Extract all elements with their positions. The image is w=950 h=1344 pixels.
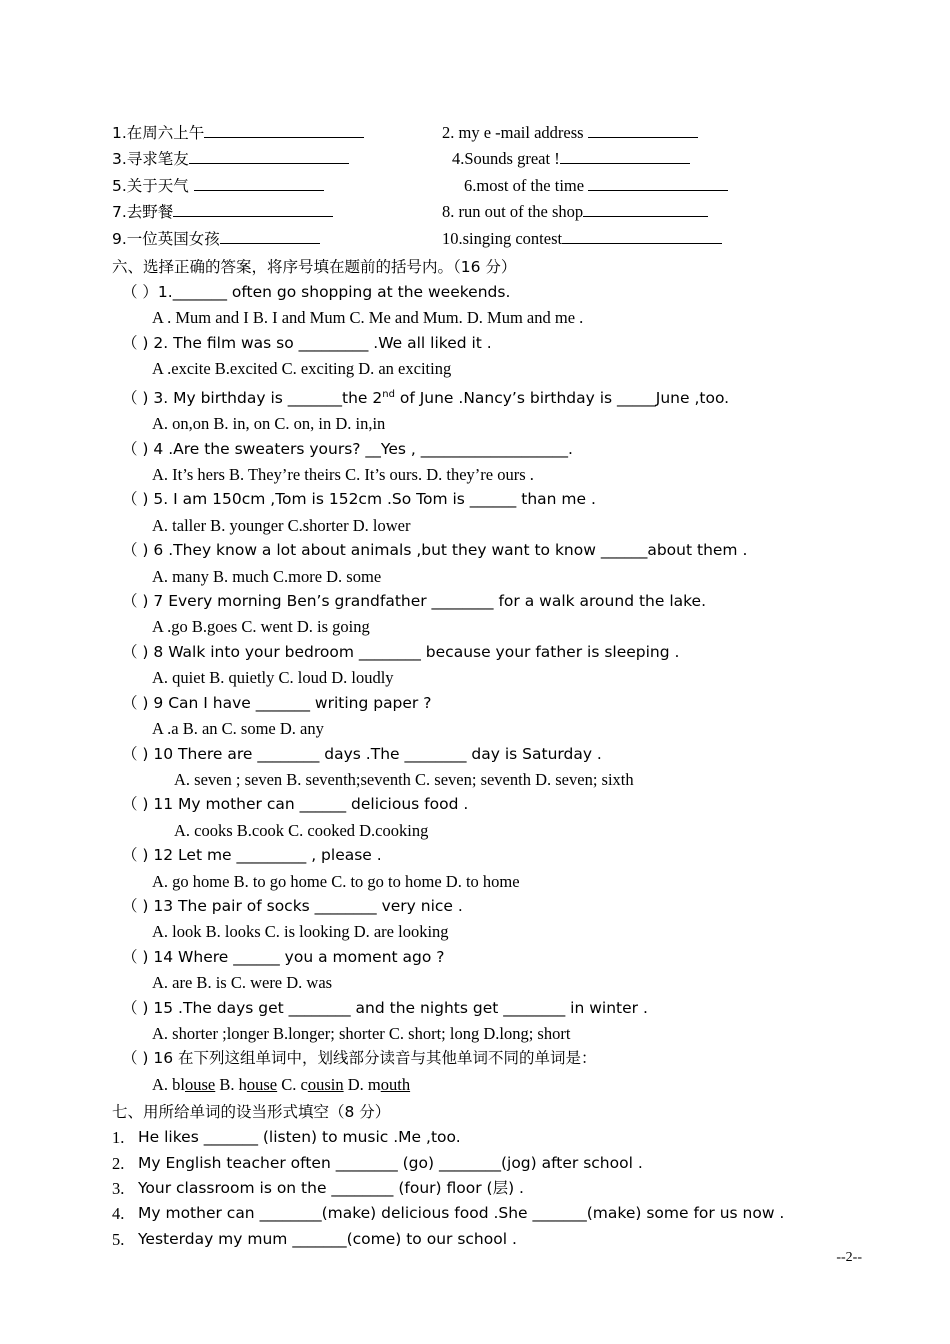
item-text[interactable]: Yesterday my mum _______(come) to our school . xyxy=(138,1229,517,1248)
answer-blank[interactable] xyxy=(194,190,324,191)
question-options[interactable]: A. quiet B. quietly C. loud D. loudly xyxy=(152,668,394,688)
item-number: 1. xyxy=(112,1128,125,1148)
list-item xyxy=(112,1227,872,1252)
translation-row xyxy=(112,226,872,252)
list-item xyxy=(112,1176,872,1201)
item-text[interactable]: My mother can ________(make) delicious food .She _______(make) some for us now . xyxy=(138,1204,785,1223)
item-number: 5. xyxy=(112,1229,125,1249)
section-seven-heading: 七、用所给单词的设当形式填空（8 分） xyxy=(112,1103,391,1122)
question-stem: （ ) 11 My mother can ______ delicious food . xyxy=(122,795,469,814)
answer-blank[interactable] xyxy=(588,137,698,138)
translation-item-right xyxy=(442,146,872,172)
translation-item-right xyxy=(442,226,872,252)
question-options[interactable]: A. It’s hers B. They’re theirs C. It’s ours. D. they’re ours . xyxy=(152,465,534,485)
translation-item-left xyxy=(112,199,442,225)
underlined-letters: ousin xyxy=(307,1074,344,1094)
ordinal-suffix: nd xyxy=(382,388,395,400)
list-item xyxy=(112,1125,872,1150)
translation-item-left xyxy=(112,120,442,146)
section-six-heading: 六、选择正确的答案，将序号填在题前的括号内。（16 分） xyxy=(112,258,517,277)
answer-blank[interactable] xyxy=(204,137,364,138)
question-stem: （ ) 5. I am 150cm ,Tom is 152cm .So Tom is ______ than me . xyxy=(122,490,596,509)
translation-left-text: 3.寻求笔友 xyxy=(112,150,189,169)
question-options[interactable]: A. look B. looks C. is looking D. are looking xyxy=(152,922,449,942)
translation-right-text: 4.Sounds great ! xyxy=(452,149,560,169)
question-stem: （ ) 15 .The days get ________ and the nights get ________ in winter . xyxy=(122,998,648,1017)
question-options[interactable]: A . Mum and I B. I and Mum C. Me and Mum. D. Mum and me . xyxy=(152,308,584,328)
question-stem: （ ) 9 Can I have _______ writing paper ? xyxy=(122,693,432,712)
question-stem: （ ) 6 .They know a lot about animals ,but they want to know ______about them . xyxy=(122,541,748,560)
translation-row xyxy=(112,173,872,199)
translation-right-text: 2. my e -mail address xyxy=(442,123,588,142)
section-seven-items xyxy=(112,1125,872,1252)
answer-blank[interactable] xyxy=(189,163,349,164)
translation-row xyxy=(112,120,872,146)
question-options[interactable]: A. cooks B.cook C. cooked D.cooking xyxy=(174,820,429,840)
question-options[interactable]: A. blouse B. house C. cousin D. mouth xyxy=(152,1074,411,1094)
translation-item-left xyxy=(112,226,442,252)
document-body xyxy=(112,120,872,1252)
question-options[interactable]: A. go home B. to go home C. to go to home D. to home xyxy=(152,871,520,891)
translation-item-right xyxy=(442,120,872,146)
question-options[interactable]: A .excite B.excited C. exciting D. an exciting xyxy=(152,359,452,379)
translation-item-right xyxy=(442,199,872,225)
question-stem: （ ) 2. The film was so _________ .We all liked it . xyxy=(122,333,492,352)
section-six-questions xyxy=(112,280,872,1097)
translation-left-text: 1.在周六上午 xyxy=(112,124,205,142)
translation-left-text: 9.一位英国女孩 xyxy=(112,229,220,248)
answer-blank[interactable] xyxy=(588,190,728,191)
question-stem: （ ) 4 .Are the sweaters yours? __Yes , ___________________. xyxy=(122,439,573,458)
question-stem: （ ) 7 Every morning Ben’s grandfather ________ for a walk around the lake. xyxy=(122,592,707,611)
item-text[interactable]: My English teacher often ________ (go) ________(jog) after school . xyxy=(138,1153,643,1172)
item-text[interactable]: He likes _______ (listen) to music .Me ,too. xyxy=(138,1128,461,1147)
question-stem: （ ) 13 The pair of socks ________ very nice . xyxy=(122,896,463,915)
question-stem: （ ) 14 Where ______ you a moment ago ? xyxy=(122,947,445,966)
translation-row xyxy=(112,199,872,225)
question-options[interactable]: A .go B.goes C. went D. is going xyxy=(152,617,370,637)
question-options[interactable]: A. seven ; seven B. seventh;seventh C. seven; seventh D. seven; sixth xyxy=(174,769,634,789)
translation-row xyxy=(112,146,872,172)
translation-right-text: 8. run out of the shop xyxy=(442,202,584,222)
translation-right-text: 10.singing contest xyxy=(442,228,563,248)
question-stem: （ ) 10 There are ________ days .The ________ day is Saturday . xyxy=(122,744,602,763)
item-text[interactable]: Your classroom is on the ________ (four) floor (层) . xyxy=(138,1179,524,1197)
translation-left-text: 5.关于天气 xyxy=(112,176,194,195)
page-number: --2-- xyxy=(836,1250,862,1265)
question-stem: （ ) 8 Walk into your bedroom ________ because your father is sleeping . xyxy=(122,642,680,661)
translation-item-right xyxy=(442,173,872,199)
question-stem: （ ) 12 Let me _________ , please . xyxy=(122,846,382,865)
underlined-letters: ouse xyxy=(246,1074,278,1094)
answer-blank[interactable] xyxy=(173,216,333,217)
question-options[interactable]: A. are B. is C. were D. was xyxy=(152,973,333,993)
underlined-letters: outh xyxy=(380,1074,411,1094)
question-options[interactable]: A. taller B. younger C.shorter D. lower xyxy=(152,515,411,535)
answer-blank[interactable] xyxy=(562,243,722,244)
item-number: 4. xyxy=(112,1204,125,1224)
answer-blank[interactable] xyxy=(583,216,708,217)
translation-left-text: 7.去野餐 xyxy=(112,203,174,222)
question-stem: （ ) 16 在下列这组单词中，划线部分读音与其他单词不同的单词是： xyxy=(122,1049,597,1068)
item-number: 2. xyxy=(112,1153,125,1173)
list-item xyxy=(112,1201,872,1226)
question-options[interactable]: A. on,on B. in, on C. on, in D. in,in xyxy=(152,414,386,434)
question-options[interactable]: A. shorter ;longer B.longer; shorter C. short; long D.long; short xyxy=(152,1023,571,1043)
answer-blank[interactable] xyxy=(560,163,690,164)
underlined-letters: ouse xyxy=(185,1074,216,1094)
question-stem: （ ）1._______ often go shopping at the weekends. xyxy=(122,283,511,302)
translation-right-text: 6.most of the time xyxy=(464,175,589,195)
question-options[interactable]: A. many B. much C.more D. some xyxy=(152,566,382,586)
translation-item-left xyxy=(112,173,442,199)
translation-item-left xyxy=(112,146,442,172)
list-item xyxy=(112,1151,872,1176)
question-stem: （ ) 3. My birthday is _______the 2nd of June .Nancy’s birthday is _____June ,too. xyxy=(122,388,730,407)
item-number: 3. xyxy=(112,1179,125,1198)
question-options[interactable]: A .a B. an C. some D. any xyxy=(152,719,324,739)
translation-section xyxy=(112,120,872,252)
answer-blank[interactable] xyxy=(220,243,320,244)
